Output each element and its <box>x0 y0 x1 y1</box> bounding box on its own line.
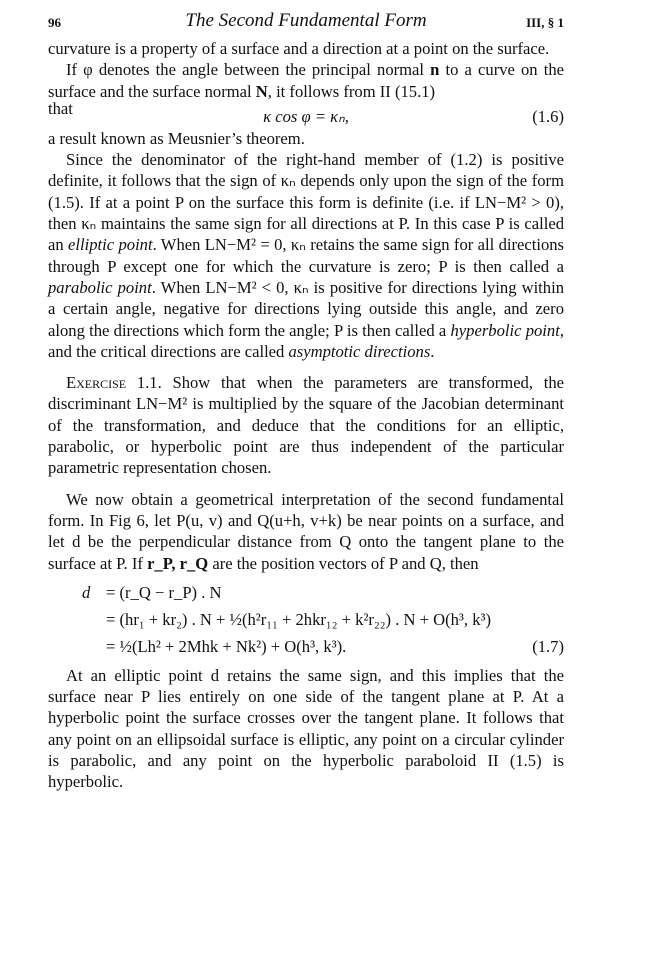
term-hyperbolic-point: hyperbolic point <box>450 320 560 340</box>
equation-1-7 <box>48 582 564 663</box>
text-run: If φ denotes the angle between the principal normal <box>66 60 431 80</box>
text-run: that <box>48 98 73 118</box>
text-run: . <box>430 341 435 361</box>
equation-number: (1.6) <box>532 106 564 126</box>
equation-row <box>48 609 564 636</box>
text-run: Since the denominator of the right-hand member of (1.2) is positive definite, it follows that the sign of κₙ depends only upon the sign of the form (1.5). If at a point P on the surface this form is definite (i.e. if LN−M² > 0), then κₙ maintains the same sign for all directions at P. In this case P is called an <box>48 150 564 255</box>
term-elliptic-point: elliptic point <box>68 235 153 255</box>
term-parabolic-point: parabolic point <box>48 277 152 297</box>
vector-n: n <box>430 60 440 80</box>
text-run: to a curve on the surface and the surface normal <box>48 60 564 101</box>
equation-number: (1.7) <box>532 636 564 656</box>
equation-rhs: = ½(Lh² + 2Mhk + Nk²) + O(h³, k³). <box>106 636 347 656</box>
equation-row <box>48 636 564 663</box>
running-header <box>48 10 564 34</box>
equation-rhs: = (hr₁ + kr₂) . N + ½(h²r₁₁ + 2hkr₁₂ + k²r₂₂) . N + O(h³, k³) <box>106 609 492 629</box>
text-run: We now obtain a geometrical interpretation of the second fundamental form. In Fig 6, let P(u, v) and Q(u+h, v+k) be near points on a surface, and let d be the perpendicular distance from Q onto the tangent plane to the surface at P. If <box>48 489 564 573</box>
equation-1-6 <box>48 98 564 128</box>
text-run: . When LN−M² = 0, κₙ retains the same sign for all directions through P except one for which the curvature is zero; P is then called a <box>48 235 565 276</box>
exercise-1-1 <box>48 372 564 478</box>
position-vectors: r_P, r_Q <box>147 553 209 573</box>
page-body <box>48 38 564 793</box>
term-asymptotic-directions: asymptotic directions <box>288 341 431 361</box>
text-run: are the position vectors of P and Q, then <box>208 553 479 573</box>
running-title: The Second Fundamental Form <box>185 10 427 31</box>
paragraph-conclusion: At an elliptic point d retains the same sign, and this implies that the surface near P lies entirely on one side of the tangent plane at P. At a hyperbolic point the surface crosses over the tangent plane. It follows that any point on an ellipsoidal surface is elliptic, any point on a circular cylinder is parabolic, and any point on the hyperbolic paraboloid II (1.5) is hyperbolic. <box>48 665 564 792</box>
text-run: , and the critical directions are called <box>48 320 564 361</box>
page-number: 96 <box>48 15 61 30</box>
paragraph-meusnier-theorem: a result known as Meusnier’s theorem. <box>48 128 305 148</box>
text-run: . When LN−M² < 0, κₙ is positive for directions lying within a certain angle, negative for directions lying outside this angle, and zero along the directions which form the angle; P is then called a <box>48 277 564 340</box>
equation-lhs: d <box>82 582 91 602</box>
exercise-label: Exercise 1.1. <box>66 373 162 393</box>
paragraph-meusnier-intro <box>48 59 564 102</box>
equation-rhs: = (r_Q − r_P) . N <box>106 582 222 602</box>
paragraph-geometric-interpretation <box>48 489 564 574</box>
paragraph-continuation: curvature is a property of a surface and a direction at a point on the surface. <box>48 39 550 58</box>
equation-body: κ cos φ = κₙ, <box>263 106 349 126</box>
vector-N: N <box>255 81 268 101</box>
equation-row <box>48 582 564 609</box>
exercise-text: Show that when the parameters are transformed, the discriminant LN−M² is multiplied by the square of the Jacobian determinant of the transformation, and deduce that the conditions for an elliptic, parabolic, or hyperbolic point are thus independent of the particular parametric representation chosen. <box>48 373 564 478</box>
paragraph-point-classification <box>48 149 564 362</box>
section-marker: III, § 1 <box>526 15 564 30</box>
text-run: , it follows from II (15.1) <box>267 81 436 101</box>
